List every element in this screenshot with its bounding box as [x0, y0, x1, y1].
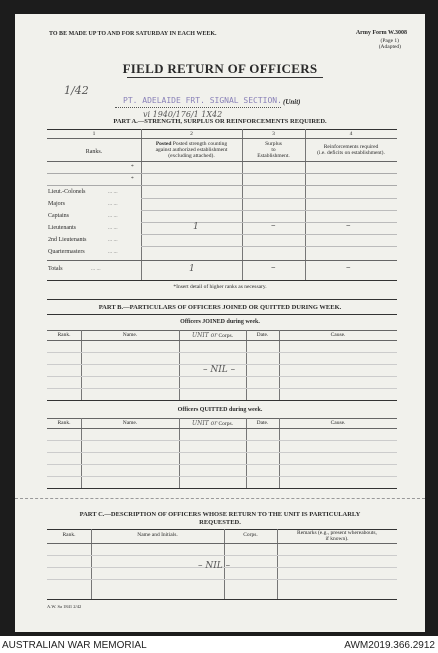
quitted-col-corps — [179, 420, 246, 427]
rank-row-rule — [141, 222, 397, 223]
rank-leader: ... ... — [108, 189, 118, 195]
form-title: FIELD RETURN OF OFFICERS — [122, 61, 318, 76]
rank-lieutenants: Lieutenants — [48, 225, 76, 231]
joined-bottom-rule — [47, 400, 397, 401]
part-c-bottom-rule — [47, 599, 397, 600]
star-row-2: * — [131, 176, 134, 182]
star-row-rule-1 — [47, 173, 397, 174]
adapted-note: (Adapted) — [378, 44, 401, 50]
quitted-col-cause: Cause. — [330, 420, 346, 426]
quitted-title: Officers QUITTED during week. — [177, 407, 263, 413]
totals-top-rule — [47, 260, 397, 261]
part-c-heading-line2: REQUESTED. — [199, 519, 241, 526]
unit-or-note: UNIT or — [192, 332, 218, 339]
rank-leader: ... ... — [108, 213, 118, 219]
quitted-col-rank: Rank. — [57, 420, 71, 426]
rank-row-rule — [141, 246, 397, 247]
col-posted-header-line2: against authorized establishment — [155, 147, 228, 153]
unit-stamp: PT. ADELAIDE FRT. SIGNAL SECTION. — [123, 96, 282, 105]
archive-footer — [0, 636, 438, 653]
rank-lieut-colonels: Lieut.-Colonels — [48, 189, 86, 195]
unit-label: (Unit) — [283, 98, 301, 106]
quitted-bottom-rule — [47, 488, 397, 489]
col-posted-header-line3: (excluding attached). — [168, 153, 215, 159]
joined-col-rank: Rank. — [57, 332, 71, 338]
part-c-col-divider — [91, 529, 92, 599]
joined-nil-entry: – NIL – — [203, 365, 236, 375]
totals-reinf-value: – — [346, 263, 351, 273]
rank-leader: ... ... — [108, 249, 118, 255]
joined-row-rule — [47, 376, 397, 377]
star-row-1: * — [131, 164, 134, 170]
rank-quartermasters: Quartermasters — [48, 249, 85, 255]
make-up-note: TO BE MADE UP TO AND FOR SATURDAY IN EACH WEEK. — [49, 31, 217, 37]
quitted-row-rule — [47, 476, 397, 477]
rank-leader: ... ... — [108, 225, 118, 231]
rank-row-rule — [141, 198, 397, 199]
part-a-top-rule — [47, 129, 397, 130]
part-c-header-rule — [47, 543, 397, 544]
form-page — [15, 14, 425, 632]
totals-surplus-value: – — [271, 263, 276, 273]
quitted-row-rule — [47, 440, 397, 441]
rank-leader: ... ... — [108, 201, 118, 207]
rank-row-rule — [141, 234, 397, 235]
part-b-heading-rule — [47, 314, 397, 315]
joined-col-date: Date. — [256, 332, 269, 338]
title-underline — [127, 77, 323, 78]
col-number-2: 2 — [190, 131, 193, 137]
part-c-row-rule — [47, 579, 397, 580]
totals-leader: ... ... — [91, 266, 101, 272]
part-c-nil-entry: – NIL – — [198, 561, 231, 571]
star-row-rule-2 — [47, 185, 397, 186]
quitted-header-rule — [47, 428, 397, 429]
part-c-heading-line1: PART C.—DESCRIPTION OF OFFICERS WHOSE RETURN TO THE UNIT IS PARTICULARLY — [79, 511, 361, 518]
quitted-header-top-rule — [47, 418, 397, 419]
col-reinf-header-line2: (i.e. deficits on establishment). — [317, 150, 385, 156]
joined-col-name: Name. — [122, 332, 138, 338]
rank-2nd-lieutenants: 2nd Lieutenants — [48, 237, 87, 243]
part-c-col-corps: Corps. — [243, 532, 258, 538]
col-surplus-header-line1: Surplus — [265, 141, 282, 147]
joined-col-corps — [179, 332, 246, 339]
joined-row-rule — [47, 352, 397, 353]
rank-row-rule — [141, 210, 397, 211]
part-c-col-remarks-line1: Remarks (e.g., present whereabouts, — [297, 530, 377, 536]
part-b-top-rule — [47, 299, 397, 300]
quitted-col-date: Date. — [256, 420, 269, 426]
page-number: (Page 1) — [380, 38, 399, 44]
col-posted-header-line1: Posted Posted strength counting — [155, 141, 228, 147]
col-number-3: 3 — [272, 131, 275, 137]
archive-reference: AWM2019.366.2912 — [344, 640, 435, 651]
quitted-row-rule — [47, 452, 397, 453]
lieutenants-surplus-value: – — [271, 221, 276, 231]
quitted-row-rule — [47, 464, 397, 465]
joined-col-cause: Cause. — [330, 332, 346, 338]
part-a-bottom-rule — [47, 280, 397, 281]
handwritten-reference: vi 1940/176/1 1X42 — [143, 110, 223, 119]
col-ranks-header: Ranks. — [85, 149, 103, 155]
handwritten-corner-note: 1/42 — [64, 84, 89, 97]
corps-text: Corps. — [218, 333, 233, 339]
unit-dotted-line — [115, 107, 281, 108]
part-c-row-rule — [47, 555, 397, 556]
lieutenants-reinf-value: – — [346, 221, 351, 231]
part-c-col-remarks-line2: if known). — [325, 536, 349, 542]
part-b-heading: PART B.—PARTICULARS OF OFFICERS JOINED OR QUITTED DURING WEEK. — [98, 304, 342, 311]
rank-majors: Majors — [48, 201, 65, 207]
quitted-col-name: Name. — [122, 420, 138, 426]
col-number-rule — [47, 138, 397, 139]
rank-captains: Captains — [48, 213, 69, 219]
totals-label: Totals — [48, 266, 63, 272]
part-a-heading: PART A.—STRENGTH, SURPLUS OR REINFORCEMENTS REQUIRED. — [113, 118, 327, 125]
totals-posted-value: 1 — [189, 264, 195, 274]
col-header-rule — [47, 161, 397, 162]
posted-header-text: Posted strength counting — [172, 141, 228, 147]
col-reinf-header-line1: Reinforcements required — [323, 144, 379, 150]
fold-line — [15, 498, 425, 499]
col-surplus-header-line3: Establishment. — [257, 153, 290, 159]
archive-name: AUSTRALIAN WAR MEMORIAL — [2, 640, 147, 651]
part-a-footnote: *Insert detail of higher ranks as necessary. — [173, 284, 267, 290]
joined-header-top-rule — [47, 330, 397, 331]
print-code: A.W. Sa 1841 2/42 — [47, 604, 82, 609]
form-number: Army Form W.3008 — [355, 30, 407, 36]
joined-header-rule — [47, 340, 397, 341]
corps-text: Corps. — [218, 421, 233, 427]
lieutenants-posted-value: 1 — [193, 222, 199, 232]
part-c-col-name: Name and Initials. — [137, 532, 178, 538]
col-number-1: 1 — [92, 131, 96, 137]
part-c-col-rank: Rank. — [62, 532, 76, 538]
joined-row-rule — [47, 388, 397, 389]
col-surplus-header-line2: to — [271, 147, 276, 153]
joined-title: Officers JOINED during week. — [180, 319, 260, 325]
unit-or-note: UNIT or — [192, 420, 218, 427]
col-number-4: 4 — [349, 131, 353, 137]
rank-leader: ... ... — [108, 237, 118, 243]
